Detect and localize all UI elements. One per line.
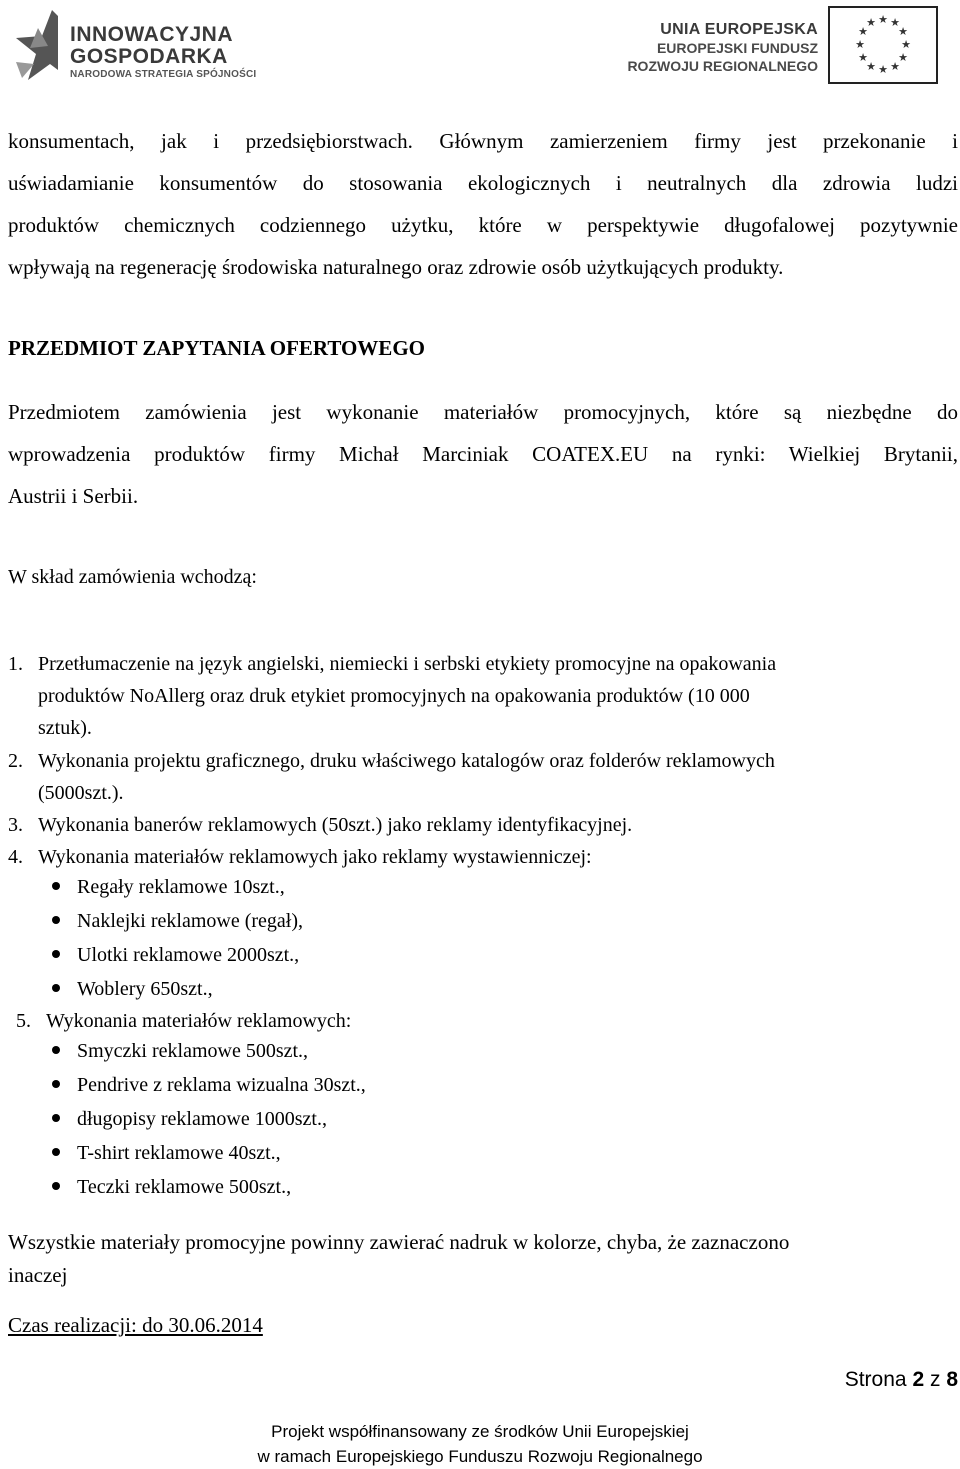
intro-line: konsumentach, jak i przedsiębiorstwach. Głównym zamierzeniem firmy jest przekonanie i (8, 129, 958, 153)
item-number: 2. (8, 750, 23, 772)
bullet-icon (52, 950, 60, 958)
svg-text:★: ★ (878, 63, 888, 76)
item-text: sztuk). (38, 717, 92, 739)
footer-line: Projekt współfinansowany ze środków Unii Europejskiej (271, 1422, 689, 1441)
list-item (8, 648, 776, 680)
bullet-item: Woblery 650szt., (52, 978, 213, 1001)
svg-text:★: ★ (866, 60, 876, 73)
item-number: 5. (16, 1010, 31, 1032)
closing-paragraph (8, 1226, 958, 1292)
footer-note (0, 1419, 960, 1469)
bullet-item: Smyczki reklamowe 500szt., (52, 1040, 308, 1063)
eu-logo (618, 6, 938, 86)
logo-left-line1: INNOWACYJNA (70, 23, 234, 46)
innowacyjna-gospodarka-logo (8, 8, 308, 88)
bullet-icon (52, 1080, 60, 1088)
page-number: Strona 2 z 8 (844, 1368, 958, 1391)
item-text: (5000szt.). (38, 782, 124, 804)
logo-right-line1: UNIA EUROPEJSKA (660, 21, 818, 38)
item-text: Wykonania banerów reklamowych (50szt.) jako reklamy identyfikacyjnej. (38, 814, 633, 836)
svg-text:★: ★ (866, 16, 876, 29)
intro-line: uświadamianie konsumentów do stosowania ekologicznych i neutralnych dla zdrowia ludzi (8, 171, 958, 195)
closing-line: Wszystkie materiały promocyjne powinny zawierać nadruk w kolorze, chyba, że zaznaczono (8, 1230, 790, 1254)
subject-line: Austrii i Serbii. (8, 484, 139, 508)
footer-line: w ramach Europejskiego Funduszu Rozwoju Regionalnego (257, 1447, 703, 1466)
svg-text:★: ★ (858, 25, 868, 38)
list-item (16, 1010, 960, 1033)
closing-line: inaczej (8, 1263, 68, 1287)
bullet-item: Ulotki reklamowe 2000szt., (52, 944, 299, 967)
bullet-item: Naklejki reklamowe (regał), (52, 910, 303, 933)
intro-paragraph (8, 120, 958, 288)
bullet-icon (52, 1114, 60, 1122)
page-header (0, 0, 960, 95)
svg-text:★: ★ (858, 51, 868, 64)
item-number: 4. (8, 846, 23, 868)
svg-text:★: ★ (890, 60, 900, 73)
svg-text:★: ★ (898, 25, 908, 38)
item-text: Przetłumaczenie na język angielski, niemiecki i serbski etykiety promocyjne na opakowania (38, 653, 777, 675)
deadline: Czas realizacji: do 30.06.2014 (8, 1313, 263, 1337)
star-logo-icon (8, 8, 66, 84)
logo-left-line2: GOSPODARKA (70, 45, 228, 68)
bullet-icon (52, 916, 60, 924)
svg-text:★: ★ (855, 38, 865, 51)
svg-text:★: ★ (890, 16, 900, 29)
composition-label: W skład zamówienia wchodzą: (8, 566, 257, 588)
svg-text:★: ★ (901, 38, 911, 51)
subject-line: Przedmiotem zamówienia jest wykonanie materiałów promocyjnych, które są niezbędne do (8, 400, 958, 424)
item-text: Wykonania materiałów reklamowych jako reklamy wystawienniczej: (38, 846, 592, 868)
list-item (8, 745, 775, 777)
eu-flag-icon (828, 6, 938, 84)
item-number: 1. (8, 653, 23, 675)
svg-text:★: ★ (878, 13, 888, 26)
item-number: 3. (8, 814, 23, 836)
logo-right-line2: EUROPEJSKI FUNDUSZ (656, 40, 818, 56)
subject-paragraph (8, 391, 958, 517)
item-text: Wykonania projektu graficznego, druku właściwego katalogów oraz folderów reklamowych (38, 750, 775, 772)
svg-text:★: ★ (898, 51, 908, 64)
list-item (8, 841, 592, 873)
bullet-icon (52, 984, 60, 992)
logo-left-line3: NARODOWA STRATEGIA SPÓJNOŚCI (70, 69, 257, 80)
item-text: Wykonania materiałów reklamowych: (46, 1010, 352, 1032)
intro-line: produktów chemicznych codziennego użytku, które w perspektywie długofalowej pozytywnie (8, 213, 958, 237)
bullet-item: długopisy reklamowe 1000szt., (52, 1108, 327, 1131)
section-heading: PRZEDMIOT ZAPYTANIA OFERTOWEGO (8, 336, 425, 360)
intro-line: wpływają na regenerację środowiska naturalnego oraz zdrowie osób użytkujących produkty. (8, 255, 784, 279)
bullet-item: Teczki reklamowe 500szt., (52, 1176, 291, 1199)
bullet-icon (52, 1182, 60, 1190)
bullet-icon (52, 1046, 60, 1054)
bullet-item: T-shirt reklamowe 40szt., (52, 1142, 281, 1165)
list-item (8, 809, 632, 841)
bullet-item: Pendrive z reklama wizualna 30szt., (52, 1074, 366, 1097)
bullet-item: Regały reklamowe 10szt., (52, 876, 285, 899)
item-text: produktów NoAllerg oraz druk etykiet promocyjnych na opakowania produktów (10 000 (38, 685, 750, 707)
subject-line: wprowadzenia produktów firmy Michał Marciniak COATEX.EU na rynki: Wielkiej Brytanii, (8, 442, 958, 466)
logo-right-line3: ROZWOJU REGIONALNEGO (627, 58, 818, 74)
bullet-icon (52, 882, 60, 890)
bullet-icon (52, 1148, 60, 1156)
